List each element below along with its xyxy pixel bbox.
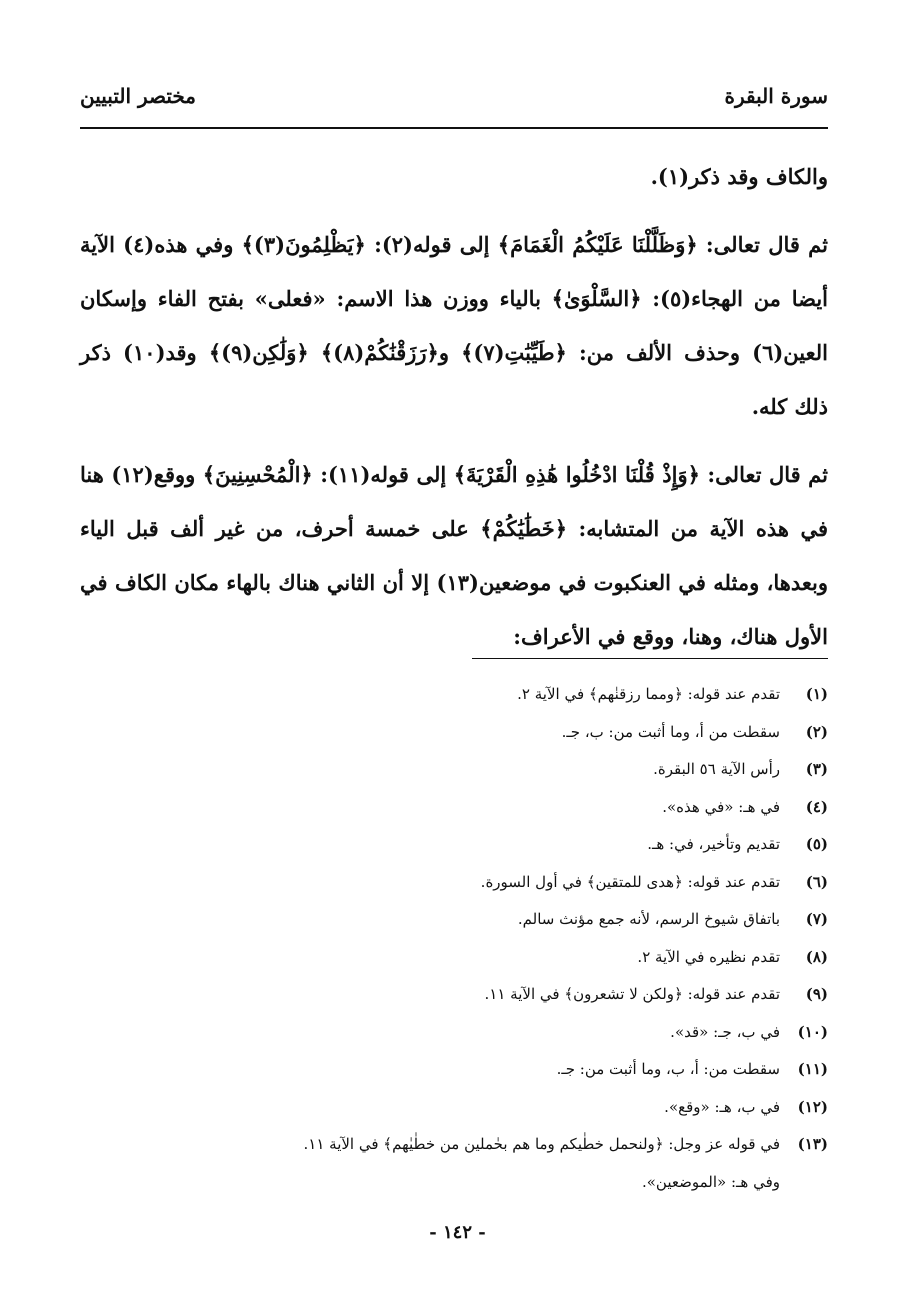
footnote-text: تقدم عند قوله: ﴿ولكن لا تشعرون﴾ في الآية ١١. <box>484 985 780 1003</box>
book-title: مختصر التبيين <box>80 84 197 108</box>
footnote-number: (١) <box>805 685 828 703</box>
footnote-text: سقطت من: أ، ب، وما أثبت من: جـ. <box>556 1060 780 1078</box>
header-rule <box>80 127 828 129</box>
footnote-number: (١٠) <box>797 1022 828 1041</box>
footnote-item <box>80 826 828 864</box>
footnote-number: (٣) <box>805 760 828 778</box>
paragraph-2: ثم قال تعالى: ﴿وَظَلَّلْنَا عَلَيْكُمُ الْغَمَامَ﴾ إلى قوله(٢): ﴿يَظْلِمُونَ(٣)﴾ وفي هذه(٤) الآية أيضا من الهجاء(٥): ﴿السَّلْوَىٰ﴾ بالياء ووزن هذا الاسم: «فعلى» بفتح الفاء وإسكان العين(٦) وحذف الألف من: ﴿طَيِّبَٰتِ(٧)﴾ و﴿رَزَقْنَٰكُمْ(٨)﴾ ﴿وَلَٰكِن(٩)﴾ وقد(١٠) ذكر ذلك كله. <box>80 232 828 419</box>
footnote-text: في قوله عز وجل: ﴿ولنحمل خطٰيكم وما هم بحٰملين من خطٰيٰهم﴾ في الآية ١١. <box>303 1135 780 1153</box>
footnote-text: تقدم عند قوله: ﴿هدى للمتقين﴾ في أول السورة. <box>480 872 780 891</box>
footnote-number: (٦) <box>805 872 828 891</box>
footnote-item <box>80 976 828 1014</box>
footnote-item <box>80 1051 828 1089</box>
footnote-item <box>80 939 828 977</box>
footnote-number: (١٣) <box>797 1135 828 1153</box>
paragraph-1: والكاف وقد ذكر(١). <box>650 164 828 189</box>
footnote-text: باتفاق شيوخ الرسم، لأنه جمع مؤنث سالم. <box>517 910 780 928</box>
footnote-text: في ب، هـ: «وقع». <box>664 1097 780 1116</box>
footnote-item <box>80 714 828 752</box>
footnote-item <box>80 676 828 714</box>
footnote-item <box>80 1126 828 1164</box>
main-text <box>80 150 828 664</box>
footnote-continuation: وفي هـ: «الموضعين». <box>641 1172 780 1191</box>
footnote-number: (٤) <box>805 797 828 816</box>
footnote-number: (١٢) <box>797 1097 828 1116</box>
footnote-item <box>80 901 828 939</box>
footnote-number: (٢) <box>805 722 828 741</box>
footnote-text: تقدم عند قوله: ﴿ومما رزقنٰهم﴾ في الآية ٢. <box>517 685 780 703</box>
footnotes <box>80 676 828 1201</box>
page-number: - ١٤٢ - <box>429 1222 486 1243</box>
footnote-item <box>80 751 828 789</box>
footnote-item <box>80 864 828 902</box>
footnote-text: في ب، جـ: «قد». <box>670 1022 780 1041</box>
footnote-number: (٨) <box>805 947 828 966</box>
footnote-number: (٥) <box>805 835 828 853</box>
footnote-item <box>80 1089 828 1127</box>
footnote-rule <box>472 658 828 659</box>
paragraph-3: ثم قال تعالى: ﴿وَإِذْ قُلْنَا ادْخُلُوا هَٰذِهِ الْقَرْيَةَ﴾ إلى قوله(١١): ﴿الْمُحْسِنِينَ﴾ ووقع(١٢) هنا في هذه الآية من المتشابه: ﴿خَطَٰيَٰكُمْ﴾ على خمسة أحرف، من غير ألف قبل الياء وبعدها، ومثله في العنكبوت في موضعين(١٣) إلا أن الثاني هناك بالهاء مكان الكاف في الأول هناك، وهنا، ووقع في الأعراف: <box>80 462 828 649</box>
footnote-number: (٧) <box>805 910 828 928</box>
footnote-item <box>80 789 828 827</box>
footnote-text: رأس الآية ٥٦ البقرة. <box>653 760 780 778</box>
surah-title: سورة البقرة <box>724 84 828 108</box>
footnote-text: سقطت من أ، وما أثبت من: ب، جـ. <box>561 722 780 741</box>
footnote-text: تقدم نظيره في الآية ٢. <box>637 947 780 966</box>
footnote-number: (١١) <box>797 1060 828 1078</box>
footnote-number: (٩) <box>805 985 828 1003</box>
footnote-text: تقديم وتأخير، في: هـ. <box>647 835 780 853</box>
footnote-item <box>80 1014 828 1052</box>
running-header <box>80 82 828 118</box>
footnote-text: في هـ: «في هذه». <box>662 797 780 816</box>
